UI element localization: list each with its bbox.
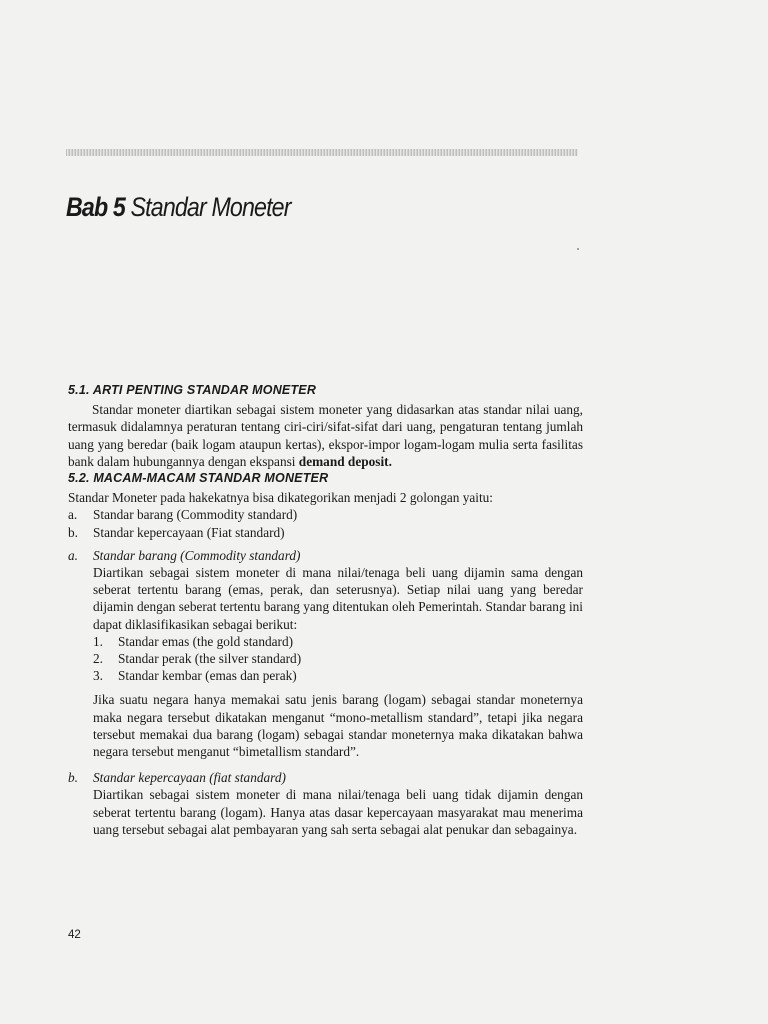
bold-term: demand deposit. (298, 453, 392, 469)
list-item (68, 506, 583, 523)
subsection-a-paragraph-2: Jika suatu negara hanya memakai satu jenis barang (logam) sebagai standar moneternya maka negara tersebut dikatakan menganut “mono-metallism standard”, tetapi jika negara tersebut memakai dua barang (logam) sebagai standar moneternya maka dikatakan bahwa negara tersebut menganut “bimetallism standard”. (93, 692, 583, 760)
subsection-title: Standar barang (Commodity standard) (93, 547, 301, 563)
paragraph-text: Standar moneter diartikan sebagai sistem moneter yang didasarkan atas standar nilai uang, termasuk didalamnya peraturan tentang ciri-ciri/sifat-sifat dari uang, pengaturan tentang jumlah uang yang beredar (baik logam ataupun kertas), ekspor-impor logam-logam mulia serta fasilitas bank dalam hubungannya dengan ekspansi (68, 402, 583, 469)
subsection-a-paragraph-1: Diartikan sebagai sistem moneter di mana nilai/tenaga beli uang dijamin sama dengan seberat tertentu barang (emas, perak, dan seterusnya). Setiap nilai uang yang beredar dijamin dengan seberat tertentu barang yang ditentukan oleh Pemerintah. Standar barang ini dapat diklasifikasikan sebagai berikut: (93, 565, 583, 632)
subsection-marker: a. (68, 547, 78, 563)
subsection-b-body (93, 786, 583, 838)
subsection-marker: b. (68, 770, 78, 786)
section-5-2-intro: Standar Moneter pada hakekatnya bisa dikategorikan menjadi 2 golongan yaitu: (68, 490, 494, 506)
list-text: Standar emas (the gold standard) (118, 633, 294, 649)
page-number: 42 (68, 929, 81, 941)
list-marker: 3. (93, 668, 103, 684)
commodity-list (93, 633, 583, 685)
section-heading-5-2: 5.2. MACAM-MACAM STANDAR MONETER (68, 471, 329, 486)
list-marker: 1. (93, 633, 103, 649)
page-content (68, 382, 583, 838)
list-item (68, 524, 583, 541)
list-marker: 2. (93, 651, 103, 667)
list-marker: a. (68, 507, 78, 523)
subsection-b-heading (68, 769, 583, 786)
list-text: Standar kembar (emas dan perak) (118, 668, 297, 684)
category-list (68, 506, 583, 540)
header-rule (66, 149, 578, 156)
chapter-number: Bab 5 (66, 192, 125, 222)
list-item (93, 633, 583, 650)
list-marker: b. (68, 524, 78, 540)
scan-speck (577, 248, 579, 250)
section-5-1-paragraph (68, 401, 583, 470)
subsection-a-heading (68, 547, 583, 564)
chapter-name: Standar Moneter (130, 192, 291, 222)
list-item (93, 650, 583, 667)
subsection-a-body (93, 564, 583, 760)
list-text: Standar kepercayaan (Fiat standard) (93, 524, 285, 540)
list-item (93, 667, 583, 684)
section-heading-5-1: 5.1. ARTI PENTING STANDAR MONETER (68, 383, 317, 397)
list-text: Standar perak (the silver standard) (118, 651, 302, 667)
list-text: Standar barang (Commodity standard) (93, 507, 298, 523)
chapter-title (66, 192, 291, 223)
subsection-b-paragraph: Diartikan sebagai sistem moneter di mana nilai/tenaga beli uang tidak dijamin dengan seberat tertentu barang (logam). Hanya atas dasar kepercayaan masyarakat mau menerima uang tersebut sebagai alat pembayaran yang sah serta sebagai alat penukar dan sebagainya. (93, 787, 583, 837)
subsection-title: Standar kepercayaan (fiat standard) (93, 770, 286, 786)
